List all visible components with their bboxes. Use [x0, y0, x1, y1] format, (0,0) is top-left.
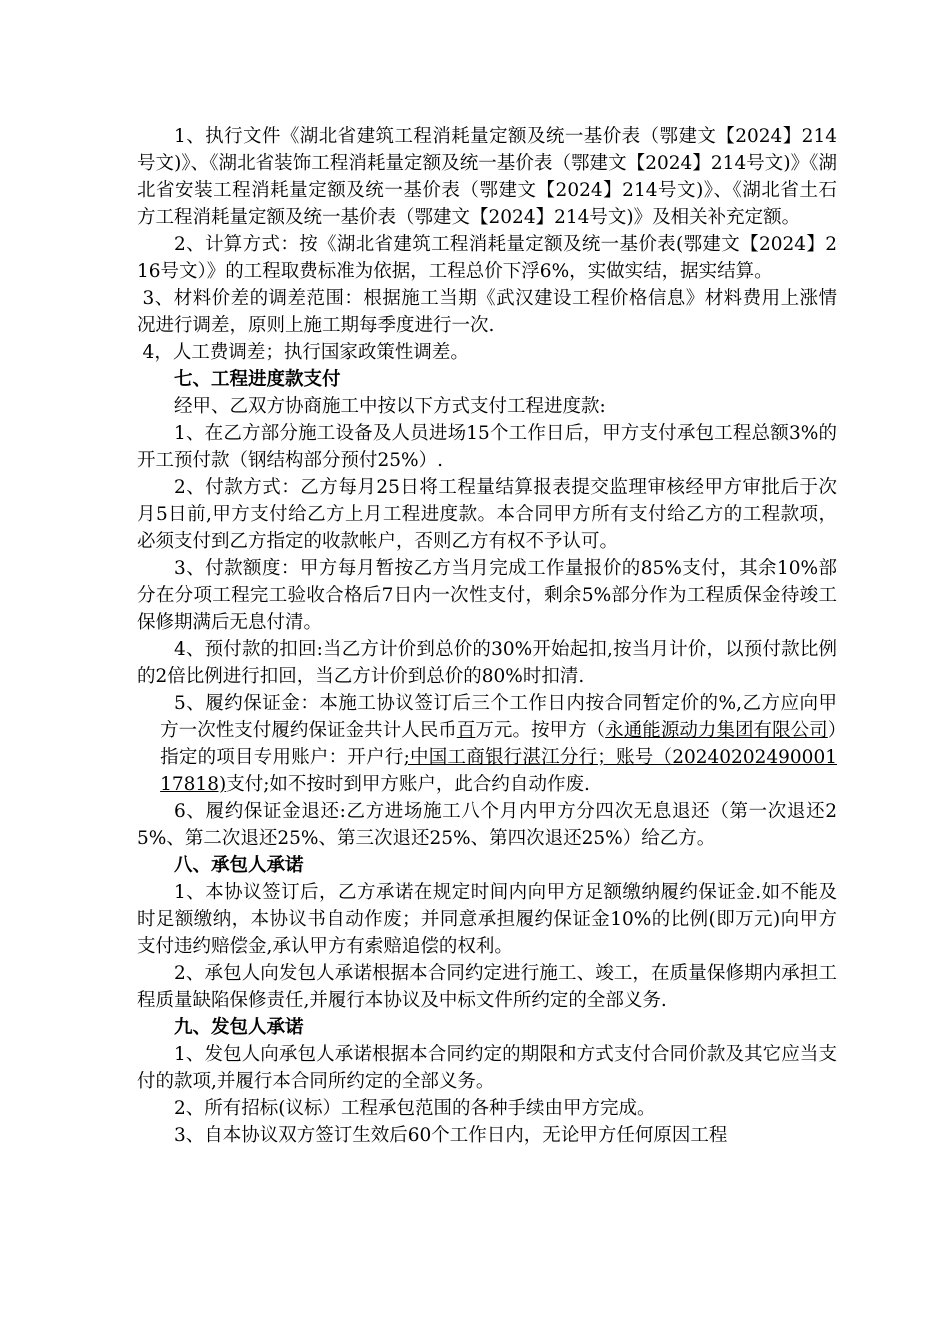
section-7-intro: 经甲、乙双方协商施工中按以下方式支付工程进度款: [174, 396, 606, 417]
clause-6-1: 1、执行文件《湖北省建筑工程消耗量定额及统一基价表（鄂建文【2024】214号文)》、《湖北省装饰工程消耗量定额及统一基价表（鄂建文【2024】214号文)》《湖北省安装工程消耗量定额及统一基价表（鄂建文【2024】214号文)》、《湖北省土石方工程消耗量定额及统一基价表（鄂建文【2024】214号文)》及相关补充定额。 [137, 126, 837, 228]
clause-7-5-text-a: 5、履约保证金：本施工协议签订后三个工作日内按合同暂定价的%,乙方应向甲方一次性支付履约保证金共计人民币 [160, 693, 837, 741]
clause-9-2: 2、所有招标(议标）工程承包范围的各种手续由甲方完成。 [174, 1098, 656, 1119]
clause-6-4: 4，人工费调差；执行国家政策性调差。 [142, 342, 469, 363]
clause-9-3: 3、自本协议双方签订生效后60个工作日内，无论甲方任何原因工程 [174, 1125, 728, 1146]
clause-7-4: 4、预付款的扣回:当乙方计价到总价的30%开始起扣,按当月计价，以预付款比例的2倍比例进行扣回，当乙方计价到总价的80%时扣清. [137, 639, 837, 687]
document-page [137, 123, 837, 1149]
clause-7-1: 1、在乙方部分施工设备及人员进场15个工作日后，甲方支付承包工程总额3%的开工预付款（钢结构部分预付25%）. [137, 423, 837, 471]
clause-8-2: 2、承包人向发包人承诺根据本合同约定进行施工、竣工，在质量保修期内承担工程质量缺陷保修责任,并履行本协议及中标文件所约定的全部义务. [137, 963, 837, 1011]
clause-7-5-text-b: 万元。按甲方（ [475, 720, 606, 741]
party-a-company: 永通能源动力集团有限公司 [605, 720, 828, 741]
clause-7-6: 6、履约保证金退还:乙方进场施工八个月内甲方分四次无息退还（第一次退还25%、第二次退还25%、第三次退还25%、第四次退还25%）给乙方。 [137, 801, 837, 849]
section-8-heading: 八、承包人承诺 [174, 855, 304, 876]
bank-account-info: ;中国工商银行湛江分行；账号（202402024900011​7818) [160, 747, 837, 795]
clause-7-5-text-c: ）指定的项目专用账户：开户行 [160, 720, 837, 768]
clause-9-1: 1、发包人向承包人承诺根据本合同约定的期限和方式支付合同价款及其它应当支付的款项,并履行本合同所约定的全部义务。 [137, 1044, 837, 1092]
clause-7-5-text-d: 支付;如不按时到甲方账户，此合约自动作废. [226, 774, 590, 795]
clause-6-2: 2、计算方式：按《湖北省建筑工程消耗量定额及统一基价表(鄂建文【2024】216号文）》的工程取费标准为依据，工程总价下浮6%，实做实结，据实结算。 [137, 234, 837, 282]
clause-7-3: 3、付款额度：甲方每月暂按乙方当月完成工作量报价的85%支付，其余10%部分在分项工程完工验收合格后7日内一次性支付，剩余5%部分作为工程质保金待竣工保修期满后无息付清。 [137, 558, 837, 633]
clause-6-3: 3、材料价差的调差范围：根据施工当期《武汉建设工程价格信息》材料费用上涨情况进行调差，原则上施工期每季度进行一次. [137, 288, 837, 336]
deposit-amount: 百 [456, 720, 476, 741]
clause-8-1: 1、本协议签订后，乙方承诺在规定时间内向甲方足额缴纳履约保证金.如不能及时足额缴纳，本协议书自动作废；并同意承担履约保证金10%的比例(即万元)向甲方支付违约赔偿金,承认甲方有索赔追偿的权利。 [137, 882, 837, 957]
section-9-heading: 九、发包人承诺 [174, 1017, 304, 1038]
section-7-heading: 七、工程进度款支付 [174, 369, 341, 390]
clause-7-5 [137, 690, 837, 798]
clause-7-2: 2、付款方式：乙方每月25日将工程量结算报表提交监理审核经甲方审批后于次月5日前,甲方支付给乙方上月工程进度款。本合同甲方所有支付给乙方的工程款项，必须支付到乙方指定的收款帐户，否则乙方有权不予认可。 [137, 477, 837, 552]
